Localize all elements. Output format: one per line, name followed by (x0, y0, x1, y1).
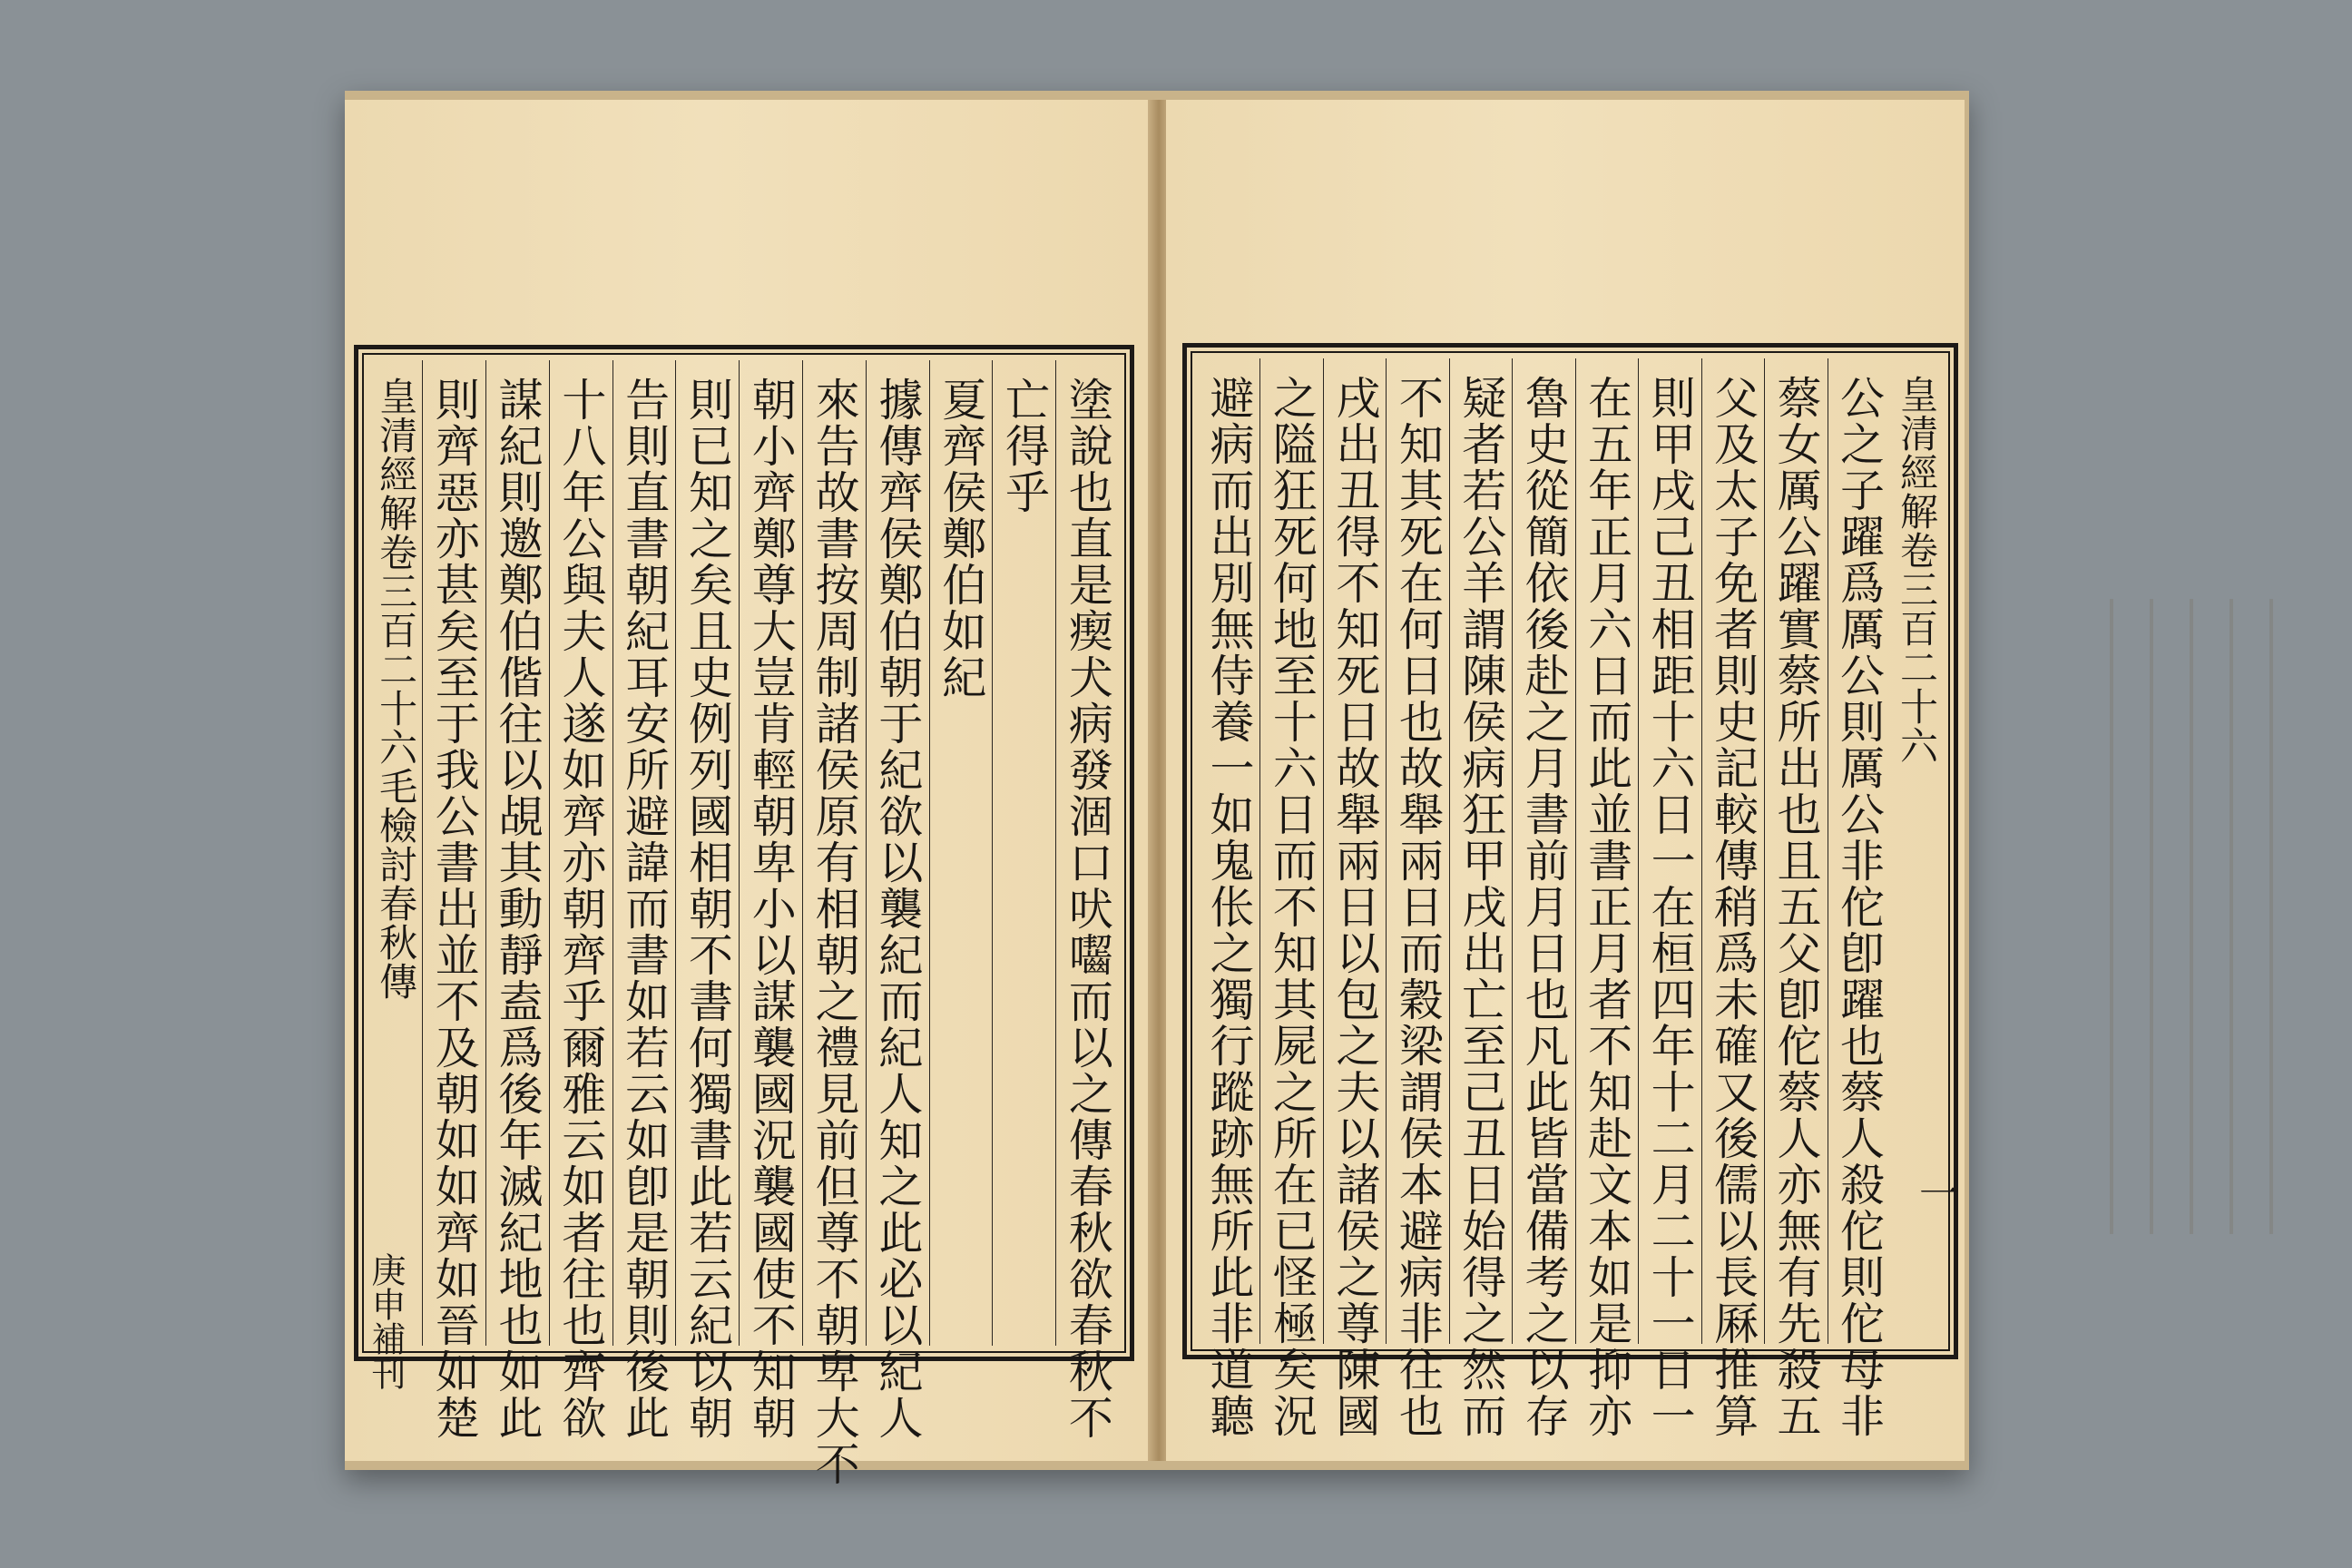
text-column: 塗說也直是瘈犬病發涸口吠囓而以之傳春秋欲春秋不 (1055, 360, 1119, 1346)
text-column: 不知其死在何日也故舉兩日而穀梁謂侯本避病非往也 (1386, 358, 1448, 1344)
text-column: 戌出丑得不知死日故舉兩日以包之夫以諸侯之尊陳國 (1323, 358, 1386, 1344)
printing-note: 庚申補刊 (366, 1252, 406, 1390)
left-page-columns (369, 360, 1119, 1487)
left-page (345, 100, 1152, 1487)
text-column: 在五年正月六日而此並書正月者不知赴文本如是抑亦 (1575, 358, 1638, 1344)
right-page-columns (1198, 358, 1943, 1439)
right-page (1166, 100, 1965, 1461)
text-column: 則甲戌己丑相距十六日一在桓四年十二月二十一日一 (1638, 358, 1700, 1344)
margin-title-column (369, 360, 422, 1346)
text-column: 則已知之矣且史例列國相朝不書何獨書此若云紀以朝 (675, 360, 739, 1346)
ink-show-through (2073, 599, 2309, 1234)
text-column: 避病而出別無侍養一如鬼伥之獨行蹤跡無所此非道聽 (1202, 375, 1255, 1439)
text-column: 朝小齊鄭尊大豈肯輕朝卑小以謀襲國況襲國使不知朝 (739, 360, 802, 1346)
text-column: 據傳齊侯鄭伯朝于紀欲以襲紀而紀人知之此必以紀人 (866, 360, 929, 1346)
text-column: 之隘狂死何地至十六日而不知其屍之所在已怪極矣況 (1259, 358, 1322, 1344)
text-column: 來告故書按周制諸侯原有相朝之禮見前但尊不朝卑大不 (802, 360, 866, 1346)
text-column: 告則直書朝紀耳安所避諱而書如若云如卽是朝則後此 (612, 360, 676, 1346)
text-column: 魯史從簡依後赴之月書前月日也凡此皆當備考之以存 (1512, 358, 1574, 1344)
text-column: 蔡女厲公躍實蔡所出也且五父卽佗蔡人亦無有先殺五 (1764, 358, 1827, 1344)
text-column: 父及太子免者則史記較傳稍爲未確又後儒以長厤推算 (1701, 358, 1764, 1344)
right-page-text-frame (1182, 343, 1958, 1439)
text-column: 亡得乎 (992, 360, 1055, 1346)
text-column: 夏齊侯鄭伯如紀 (929, 360, 993, 1346)
text-column: 公之子躍爲厲公則厲公非佗卽躍也蔡人殺佗則佗母非 (1828, 358, 1890, 1344)
text-column: 謀紀則邀鄭伯偕往以覘其動靜盍爲後年滅紀地也如此 (485, 360, 549, 1346)
text-column: 十八年公與夫人遂如齊亦朝齊乎爾雅云如者往也齊欲 (549, 360, 612, 1346)
open-book (345, 91, 1969, 1487)
margin-title: 皇清經解卷三百二十六 (1895, 375, 1940, 765)
text-column: 則齊惡亦甚矣至于我公書出並不及朝如如齊如晉如楚 (422, 360, 485, 1346)
text-column: 疑者若公羊謂陳侯病狂甲戌出亡至己丑日始得之然而 (1449, 358, 1512, 1344)
margin-title: 皇清經解卷三百二十六毛檢討春秋傳 (374, 377, 419, 1001)
folio-number: 一 (1919, 1171, 1959, 1218)
left-page-text-frame (354, 345, 1134, 1487)
